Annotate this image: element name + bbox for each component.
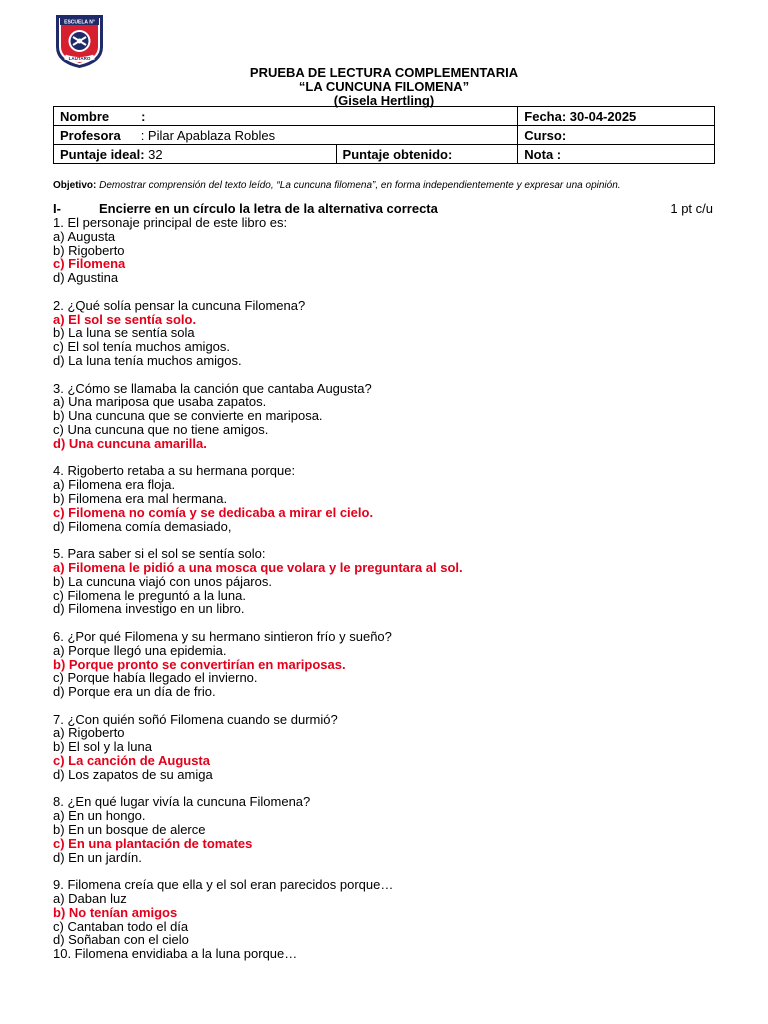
objective-text (53, 179, 621, 192)
question-text: 10. Filomena envidiaba a la luna porque… (53, 946, 298, 962)
puntaje-ideal-value: 32 (144, 146, 163, 162)
question-block (53, 630, 713, 699)
puntaje-ideal-label: Puntaje ideal: (60, 146, 145, 162)
answer-option[interactable]: a) Porque llegó una epidemia. (53, 642, 227, 658)
question-text: 7. ¿Con quién soñó Filomena cuando se durmió? (53, 711, 338, 727)
fecha-label: Fecha: 30-04-2025 (524, 108, 637, 124)
answer-option[interactable]: a) Rigoberto (53, 725, 125, 741)
question-text: 1. El personaje principal de este libro es: (53, 215, 288, 230)
question-block (53, 547, 713, 616)
info-row-profesora (54, 126, 715, 145)
profesora-label: Profesora (60, 127, 121, 143)
answer-option[interactable]: d) Los zapatos de su amiga (53, 766, 213, 782)
info-row-nombre (54, 107, 715, 126)
question-block (53, 464, 713, 533)
answer-option[interactable]: c) Una cuncuna que no tiene amigos. (53, 421, 269, 437)
answer-option[interactable]: b) Filomena era mal hermana. (53, 490, 228, 506)
answer-option[interactable]: b) Una cuncuna que se convierte en mariposa. (53, 408, 323, 424)
nombre-colon: : (141, 108, 146, 124)
answer-option[interactable]: d) Filomena investigo en un libro. (53, 601, 245, 617)
puntaje-obtenido-label: Puntaje obtenido: (342, 146, 453, 162)
question-block (53, 216, 713, 285)
section-points: 1 pt c/u (670, 201, 713, 216)
question-text: 3. ¿Cómo se llamaba la canción que cantaba Augusta? (53, 380, 372, 396)
puntaje-obtenido-cell[interactable] (336, 145, 518, 164)
question-block (53, 947, 713, 961)
crest-top-text: ESCUELA N° (64, 19, 95, 26)
question-text: 2. ¿Qué solía pensar la cuncuna Filomena? (53, 297, 306, 313)
answer-option[interactable]: d) La luna tenía muchos amigos. (53, 352, 242, 368)
answer-option-correct[interactable]: c) En una plantación de tomates (53, 835, 253, 851)
answer-option[interactable]: b) En un bosque de alerce (53, 822, 206, 838)
book-title: “LA CUNCUNA FILOMENA” (298, 79, 470, 94)
question-list (53, 216, 713, 961)
answer-option[interactable]: a) Daban luz (53, 891, 127, 907)
answer-option[interactable]: a) En un hongo. (53, 808, 146, 824)
answer-option-correct[interactable]: c) Filomena (53, 256, 126, 272)
answer-option-correct[interactable]: d) Una cuncuna amarilla. (53, 435, 207, 451)
profesora-value: : Pilar Apablaza Robles (140, 127, 276, 143)
answer-option-correct[interactable]: a) Filomena le pidió a una mosca que volara y le preguntara al sol. (53, 559, 463, 575)
test-title: PRUEBA DE LECTURA COMPLEMENTARIA (249, 65, 519, 80)
answer-option[interactable]: d) Filomena comía demasiado, (53, 518, 232, 534)
question-text: 5. Para saber si el sol se sentía solo: (53, 546, 266, 562)
answer-option[interactable]: a) Filomena era floja. (53, 477, 176, 493)
question-block (53, 299, 713, 368)
nota-label: Nota : (524, 146, 562, 162)
question-text: 8. ¿En qué lugar vivía la cuncuna Filomena? (53, 794, 311, 810)
answer-option[interactable]: d) Agustina (53, 270, 119, 286)
nota-cell[interactable] (518, 145, 715, 164)
question-block (53, 713, 713, 782)
section-number: I- (53, 201, 61, 216)
nombre-label: Nombre (60, 108, 110, 124)
question-block (53, 878, 713, 947)
puntaje-ideal-cell (54, 145, 337, 164)
answer-option[interactable]: c) Filomena le preguntó a la luna. (53, 587, 246, 603)
question-text: 6. ¿Por qué Filomena y su hermano sintieron frío y sueño? (53, 628, 392, 644)
section-title: Encierre en un círculo la letra de la alternativa correcta (99, 201, 438, 216)
objective-label: Objetivo: (53, 180, 97, 191)
profesora-cell (54, 126, 518, 145)
objective-description: Demostrar comprensión del texto leído, “La cuncuna filomena”, en forma independientemente y expresar una opinión. (96, 180, 621, 191)
answer-option-correct[interactable]: c) La canción de Augusta (53, 753, 210, 769)
answer-option[interactable]: c) Porque había llegado el invierno. (53, 670, 258, 686)
book-author: (Gisela Hertling) (333, 93, 435, 108)
answer-option[interactable]: b) El sol y la luna (53, 739, 152, 755)
answer-option[interactable]: c) Cantaban todo el día (53, 918, 189, 934)
question-text: 4. Rigoberto retaba a su hermana porque: (53, 463, 296, 479)
answer-option[interactable]: c) El sol tenía muchos amigos. (53, 339, 231, 355)
fecha-cell (518, 107, 715, 126)
answer-option[interactable]: d) Soñaban con el cielo (53, 932, 189, 948)
info-row-puntaje (54, 145, 715, 164)
curso-cell[interactable] (518, 126, 715, 145)
answer-option[interactable]: b) La cuncuna viajó con unos pájaros. (53, 573, 272, 589)
answer-option[interactable]: d) En un jardín. (53, 849, 142, 865)
question-block (53, 795, 713, 864)
answer-option-correct[interactable]: c) Filomena no comía y se dedicaba a mirar el cielo. (53, 504, 374, 520)
crest-bottom-text: LAUTARO (68, 56, 91, 61)
answer-option-correct[interactable]: b) Porque pronto se convertirían en mariposas. (53, 656, 346, 672)
answer-option-correct[interactable]: a) El sol se sentía solo. (53, 311, 197, 327)
student-info-table (53, 106, 715, 164)
curso-label: Curso: (524, 127, 567, 143)
school-crest-logo (53, 13, 106, 69)
question-text: 9. Filomena creía que ella y el sol eran parecidos porque… (53, 877, 394, 893)
answer-option[interactable]: a) Augusta (53, 228, 116, 244)
answer-option[interactable]: b) La luna se sentía sola (53, 325, 195, 341)
nombre-cell[interactable] (54, 107, 518, 126)
question-block (53, 382, 713, 451)
answer-option[interactable]: d) Porque era un día de frio. (53, 684, 216, 700)
answer-option[interactable]: a) Una mariposa que usaba zapatos. (53, 394, 267, 410)
answer-option[interactable]: b) Rigoberto (53, 242, 125, 258)
answer-option-correct[interactable]: b) No tenían amigos (53, 904, 178, 920)
